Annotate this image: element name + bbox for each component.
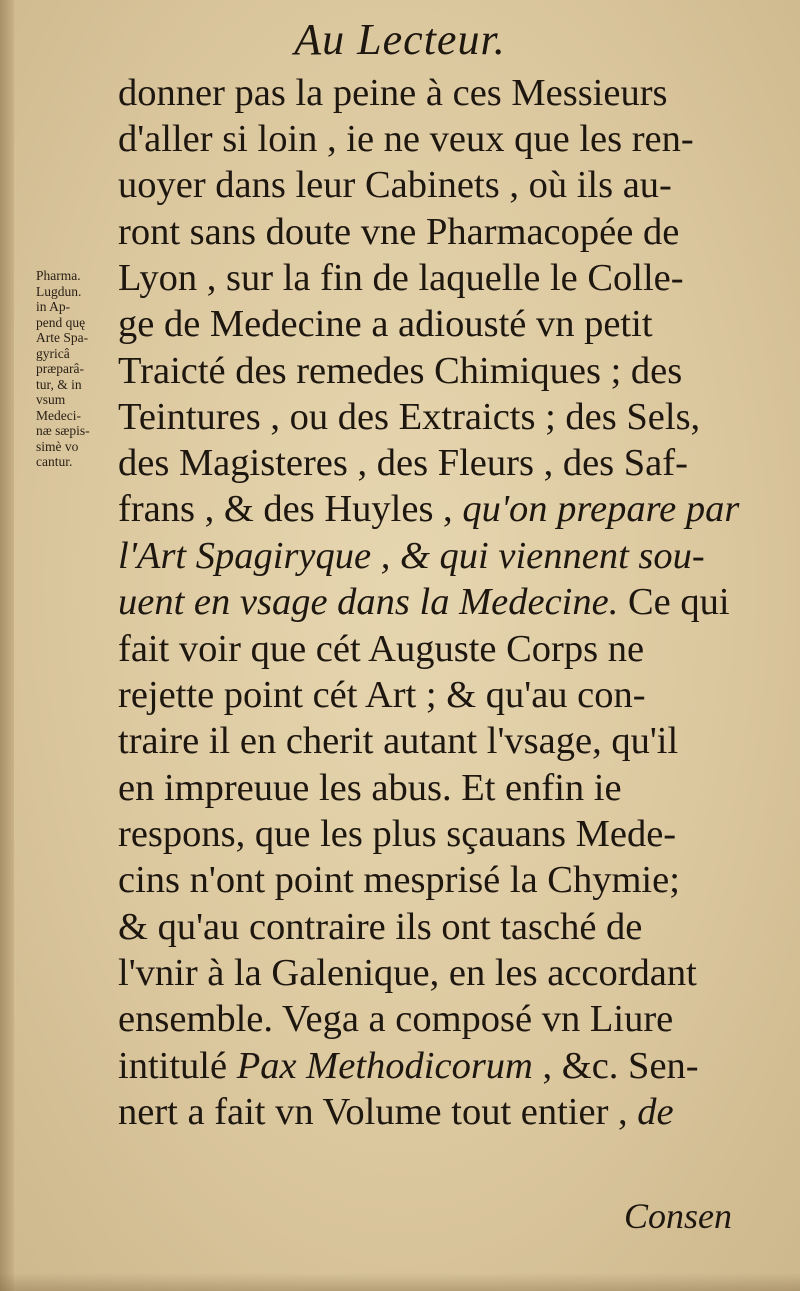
text-line: l'vnir à la Galenique, en les accordant — [118, 952, 697, 994]
text-line: Teintures , ou des Extraicts ; des Sels, — [118, 396, 701, 438]
text-line: des Magisteres , des Fleurs , des Saf- — [118, 442, 688, 484]
margin-note-line: tur, & in — [36, 376, 82, 392]
text-roman: Ce qui — [618, 581, 730, 623]
text-roman: intitulé — [118, 1045, 237, 1087]
page-bottom-shadow — [0, 1273, 800, 1291]
text-line: & qu'au contraire ils ont tasché de — [118, 906, 643, 948]
text-line: uoyer dans leur Cabinets , où ils au- — [118, 164, 672, 206]
text-line — [118, 486, 739, 532]
text-line: fait voir que cét Auguste Corps ne — [118, 628, 645, 670]
margin-note — [36, 268, 116, 470]
margin-note-line: simè vo — [36, 438, 79, 454]
text-italic: qu'on prepare par — [462, 488, 740, 530]
text-line: ensemble. Vega a composé vn Liure — [118, 998, 674, 1040]
margin-note-line: næ sæpis- — [36, 423, 90, 438]
margin-note-line: Pharma. — [36, 268, 81, 283]
margin-note-line: Arte Spa- — [36, 330, 89, 345]
text-line: d'aller si loin , ie ne veux que les ren- — [118, 118, 694, 160]
text-line: cins n'ont point mesprisé la Chymie; — [118, 859, 680, 901]
text-line — [118, 579, 730, 625]
margin-note-line: in Ap- — [36, 299, 71, 314]
running-title: Au Lecteur. — [294, 15, 506, 64]
text-italic: uent en vsage dans la Medecine. — [118, 581, 619, 623]
margin-note-line: gyricâ — [36, 345, 70, 361]
text-line: l'Art Spagiryque , & qui viennent sou- — [118, 535, 705, 577]
page-edge-shadow — [0, 0, 14, 1291]
catchword: Consen — [624, 1196, 732, 1236]
text-line — [118, 1089, 674, 1135]
margin-note-line: Medeci- — [36, 407, 81, 423]
text-line: donner pas la peine à ces Messieurs — [118, 72, 668, 114]
margin-note-line: præparâ- — [36, 361, 84, 376]
text-roman: , &c. Sen- — [532, 1045, 699, 1087]
text-italic: de — [637, 1091, 674, 1133]
margin-note-line: Lugdun. — [36, 283, 82, 299]
margin-note-line: vsum — [36, 392, 66, 407]
margin-note-line: cantur. — [36, 454, 73, 469]
text-line: ge de Medecine a adiousté vn petit — [118, 303, 653, 345]
text-italic: Pax Methodicorum — [236, 1045, 533, 1087]
text-line: en impreuue les abus. Et enfin ie — [118, 767, 622, 809]
text-roman: nert a fait vn Volume tout entier , — [118, 1091, 638, 1133]
text-line: respons, que les plus sçauans Mede- — [118, 813, 677, 855]
text-line: traire il en cherit autant l'vsage, qu'il — [118, 720, 679, 762]
text-line: rejette point cét Art ; & qu'au con- — [118, 674, 646, 716]
text-line: Traicté des remedes Chimiques ; des — [118, 350, 683, 392]
text-line — [118, 1043, 699, 1089]
text-roman: frans , & des Huyles , — [118, 488, 463, 530]
margin-note-line: pend quę — [36, 314, 86, 330]
text-line: ront sans doute vne Pharmacopée de — [118, 211, 680, 253]
text-line: Lyon , sur la fin de laquelle le Colle- — [118, 257, 684, 299]
